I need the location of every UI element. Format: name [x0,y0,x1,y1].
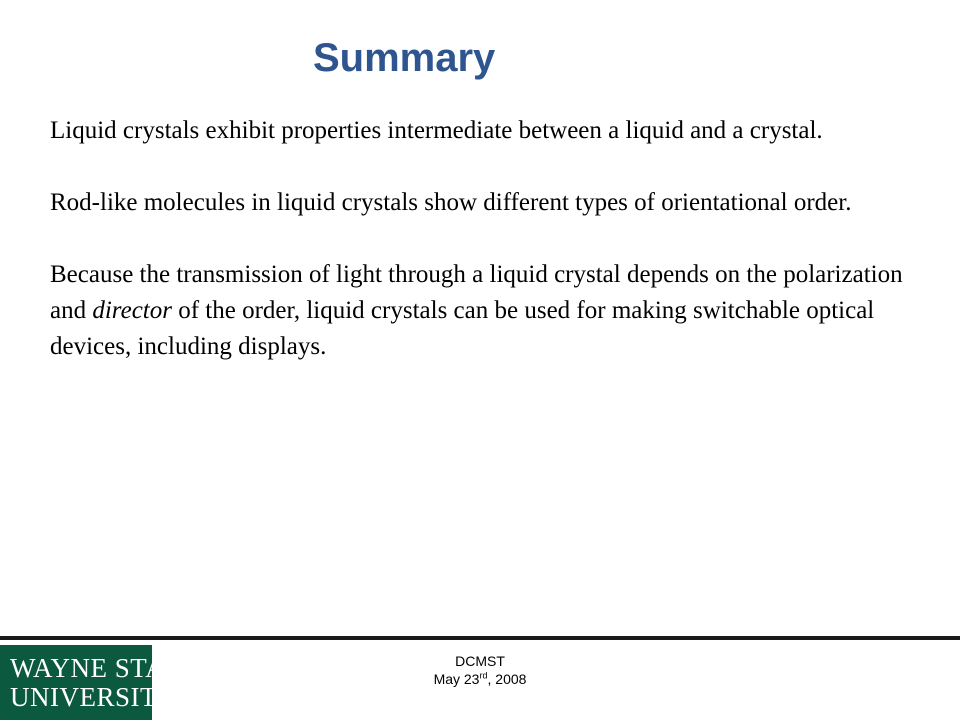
logo-line-2: UNIVERSITY [10,682,177,712]
paragraph-3 [50,257,930,365]
paragraph-1: Liquid crystals exhibit properties intermediate between a liquid and a crystal. [50,117,823,144]
slide-body [50,113,930,401]
paragraph-2: Rod-like molecules in liquid crystals show different types of orientational order. [50,189,852,216]
paragraph-3-part-1: Because the transmission of light through a liquid crystal depends on the polarization and [50,261,903,324]
paragraph-3-part-2: of the order, liquid crystals can be used for making switchable optical devices, including displays. [50,297,875,360]
footer-date-suffix: , 2008 [487,671,527,687]
footer-date-ordinal: rd [479,670,488,681]
logo-line-1: WAYNE STATE [10,653,197,683]
footer-divider [0,636,960,640]
slide-title: Summary [313,36,496,80]
footer-event: DCMST [455,653,505,669]
university-logo [0,645,197,720]
paragraph-3-italic-term: director [92,297,172,324]
footer-info [380,652,580,688]
footer-date [380,670,580,688]
footer-date-prefix: May 23 [433,671,480,687]
